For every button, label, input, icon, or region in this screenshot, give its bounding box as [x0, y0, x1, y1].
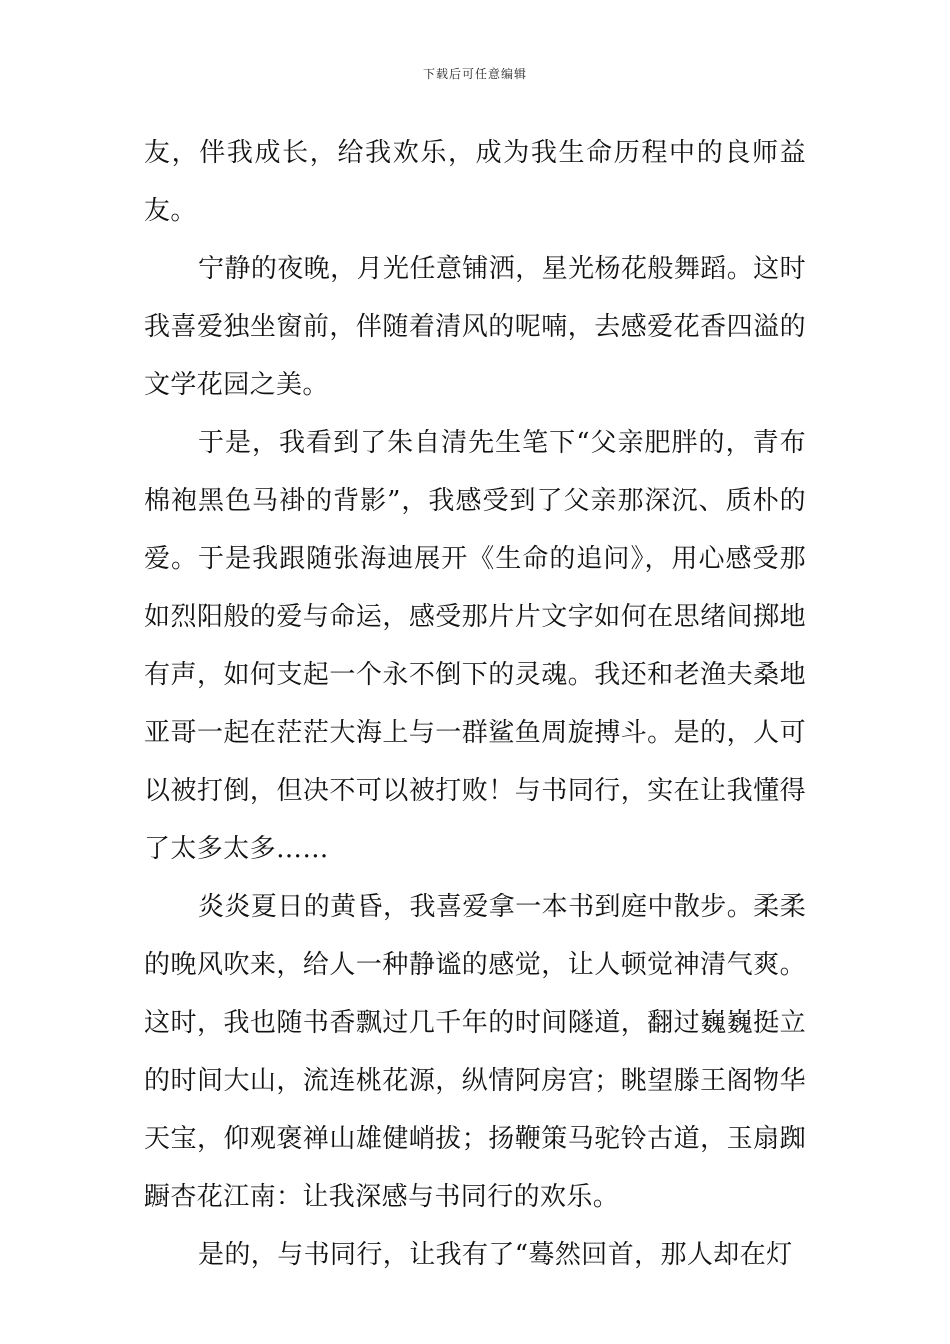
- document-body: [144, 124, 806, 1284]
- paragraph-2: 宁静的夜晚，月光任意铺洒，星光杨花般舞蹈。这时我喜爱独坐窗前，伴随着清风的呢喃，去感爱花香四溢的文学花园之美。: [144, 254, 806, 400]
- page-header: 下载后可任意编辑: [422, 67, 527, 81]
- paragraph-3: 于是，我看到了朱自清先生笔下“父亲肥胖的，青布棉袍黑色马褂的背影”，我感受到了父亲那深沉、质朴的爱。于是我跟随张海迪展开《生命的追问》，用心感受那如烈阳般的爱与命运，感受那片片文字如何在思绪间掷地有声，如何支起一个永不倒下的灵魂。我还和老渔夫桑地亚哥一起在茫茫大海上与一群鲨鱼周旋搏斗。是的，人可以被打倒，但决不可以被打败！与书同行，实在让我懂得了太多太多……: [144, 428, 806, 864]
- paragraph-1: 友，伴我成长，给我欢乐，成为我生命历程中的良师益友。: [144, 138, 806, 226]
- paragraph-4: 炎炎夏日的黄昏，我喜爱拿一本书到庭中散步。柔柔的晚风吹来，给人一种静谧的感觉，让人顿觉神清气爽。这时，我也随书香飘过几千年的时间隧道，翻过巍巍挺立的时间大山，流连桃花源，纵情阿房宫；眺望滕王阁物华天宝，仰观褒禅山雄健峭拔；扬鞭策马驼铃古道，玉扇踟蹰杏花江南：让我深感与书同行的欢乐。: [144, 892, 806, 1212]
- paragraph-5: 是的，与书同行，让我有了“蓦然回首，那人却在灯: [198, 1240, 793, 1270]
